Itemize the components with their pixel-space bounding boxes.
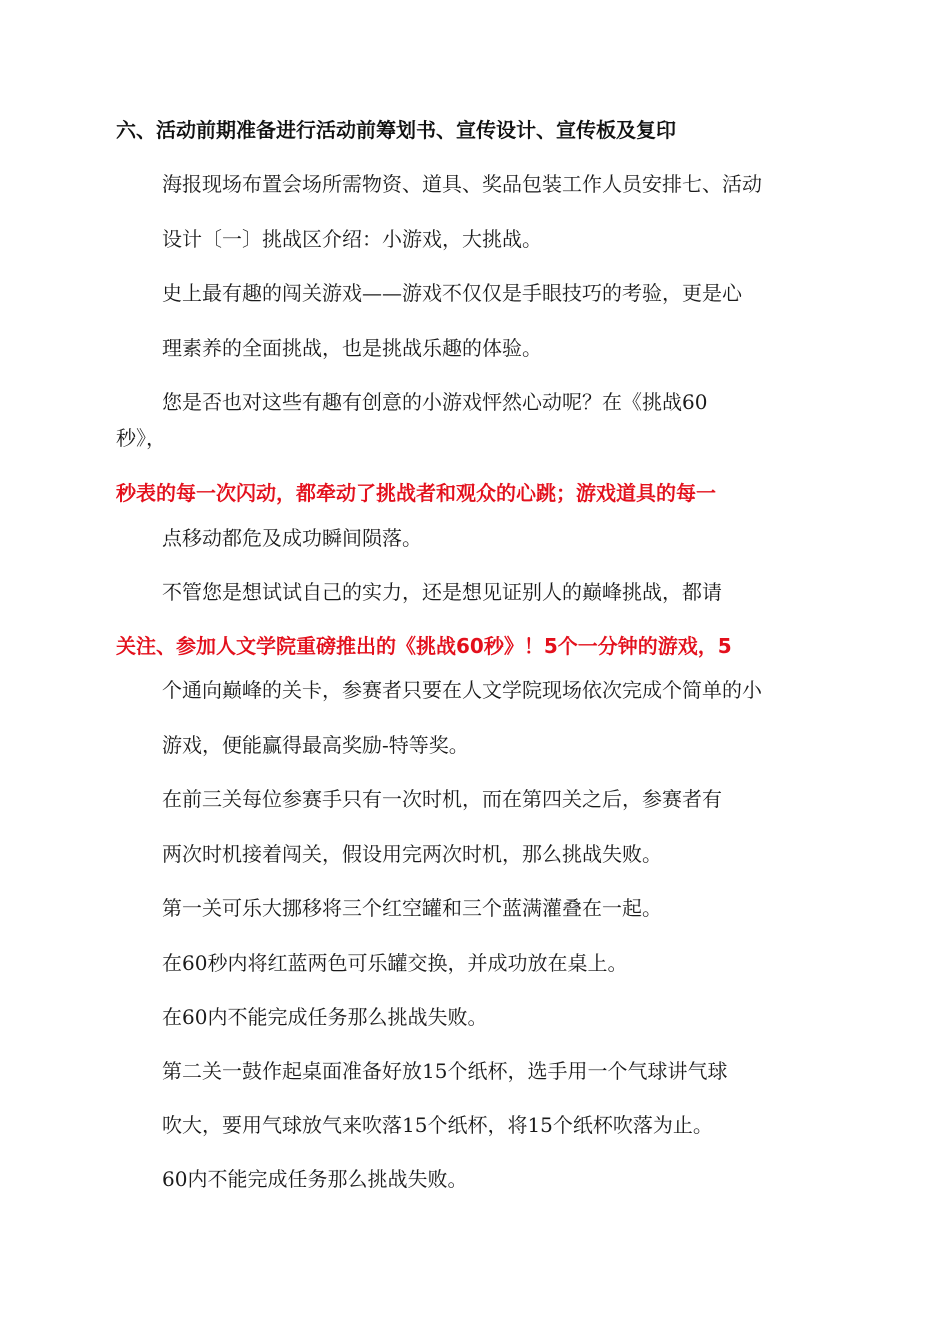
paragraph-line: 个通向巅峰的关卡，参赛者只要在人文学院现场依次完成个简单的小 [162,678,762,702]
paragraph-line: 在60秒内将红蓝两色可乐罐交换，并成功放在桌上。 [162,951,628,975]
paragraph-line: 理素养的全面挑战，也是挑战乐趣的体验。 [162,336,542,360]
section-heading: 六、活动前期准备进行活动前筹划书、宣传设计、宣传板及复印 [116,118,676,142]
highlighted-line: 秒表的每一次闪动，都牵动了挑战者和观众的心跳；游戏道具的每一 [116,481,716,505]
paragraph-line: 第二关一鼓作起桌面准备好放15个纸杯，选手用一个气球讲气球 [162,1059,728,1083]
paragraph-line: 点移动都危及成功瞬间陨落。 [162,526,422,550]
paragraph-line: 您是否也对这些有趣有创意的小游戏怦然心动呢？在《挑战60 [162,390,708,414]
paragraph-line: 两次时机接着闯关，假设用完两次时机，那么挑战失败。 [162,842,662,866]
paragraph-line: 秒》， [116,426,166,450]
paragraph-line: 在60内不能完成任务那么挑战失败。 [162,1005,488,1029]
paragraph-line: 海报现场布置会场所需物资、道具、奖品包装工作人员安排七、活动 [162,172,762,196]
paragraph-line: 吹大，要用气球放气来吹落15个纸杯，将15个纸杯吹落为止。 [162,1113,713,1137]
paragraph-line: 史上最有趣的闯关游戏——游戏不仅仅是手眼技巧的考验，更是心 [162,281,742,305]
paragraph-line: 游戏，便能赢得最高奖励-特等奖。 [162,733,469,757]
paragraph-line: 60内不能完成任务那么挑战失败。 [162,1167,468,1191]
paragraph-line: 在前三关每位参赛手只有一次时机，而在第四关之后，参赛者有 [162,787,722,811]
paragraph-line: 第一关可乐大挪移将三个红空罐和三个蓝满灌叠在一起。 [162,896,662,920]
paragraph-line: 设计〔一〕挑战区介绍：小游戏，大挑战。 [162,227,542,251]
highlighted-line: 关注、参加人文学院重磅推出的《挑战60秒》！5个一分钟的游戏，5 [116,634,732,658]
paragraph-line: 不管您是想试试自己的实力，还是想见证别人的巅峰挑战，都请 [162,580,722,604]
